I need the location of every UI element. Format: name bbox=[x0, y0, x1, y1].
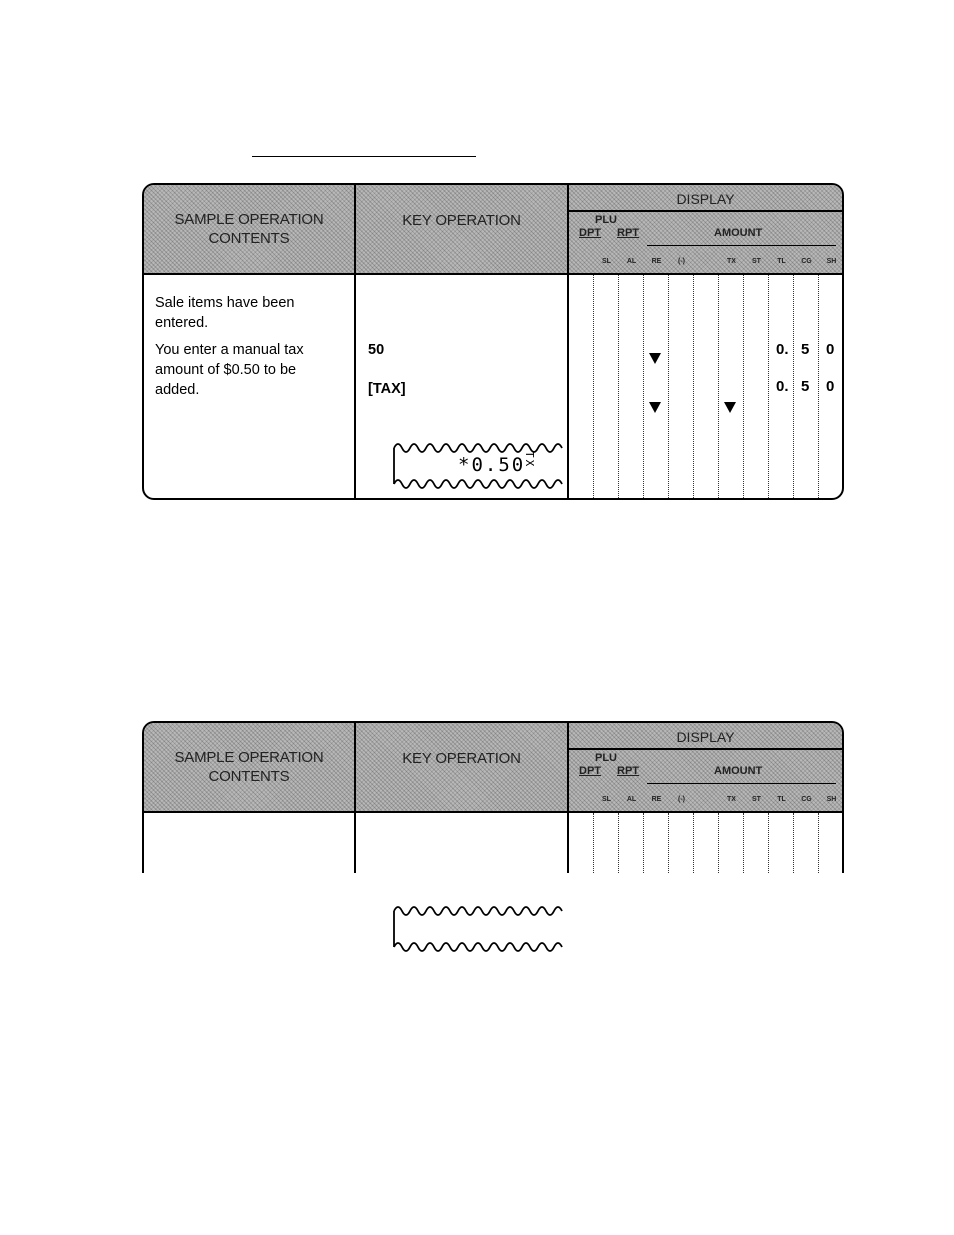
display-column-line bbox=[668, 275, 669, 500]
contents-line: You enter a manual tax bbox=[155, 342, 304, 358]
amount-rule bbox=[647, 245, 836, 246]
display-column-line bbox=[768, 275, 769, 500]
display-column-line bbox=[793, 275, 794, 500]
code-tl: TL bbox=[777, 258, 786, 265]
code-cg: CG bbox=[801, 258, 812, 265]
code-al: AL bbox=[626, 258, 637, 265]
code-cg: CG bbox=[801, 796, 812, 803]
title-underline bbox=[252, 156, 476, 157]
label-rpt: RPT bbox=[617, 765, 639, 777]
display-column-line bbox=[718, 813, 719, 873]
sample-operation-header bbox=[144, 723, 356, 813]
display-column-line bbox=[593, 275, 594, 500]
code-st: ST bbox=[752, 258, 761, 265]
label-rpt: RPT bbox=[617, 227, 639, 239]
code-minus: (-) bbox=[678, 796, 685, 803]
display-header bbox=[569, 185, 842, 275]
header-contents: CONTENTS bbox=[208, 230, 290, 247]
receipt-tx-mark: TX bbox=[523, 451, 536, 469]
re-indicator-triangle-icon bbox=[649, 353, 661, 364]
code-minus: (-) bbox=[678, 258, 685, 265]
header-contents: CONTENTS bbox=[208, 768, 290, 785]
display-digit: 0 bbox=[826, 378, 835, 395]
code-tx: TX bbox=[727, 258, 736, 265]
code-sh: SH bbox=[826, 258, 837, 265]
key-operation-header bbox=[356, 185, 569, 275]
display-column-line bbox=[743, 813, 744, 873]
column-divider bbox=[354, 275, 356, 500]
contents-line: amount of $0.50 to be bbox=[155, 362, 297, 378]
header-sample-operation: SAMPLE OPERATION bbox=[174, 749, 324, 766]
code-re: RE bbox=[651, 796, 662, 803]
code-re: RE bbox=[651, 258, 662, 265]
display-column-line bbox=[718, 275, 719, 500]
code-st: ST bbox=[752, 796, 761, 803]
re-indicator-triangle-icon bbox=[649, 402, 661, 413]
contents-line: Sale items have been bbox=[155, 295, 295, 311]
receipt-amount: *0.50 bbox=[458, 454, 526, 476]
header-display: DISPLAY bbox=[569, 723, 842, 750]
display-column-line bbox=[743, 275, 744, 500]
display-column-line bbox=[793, 813, 794, 873]
display-codes bbox=[569, 790, 842, 811]
display-codes bbox=[569, 252, 842, 273]
code-tl: TL bbox=[777, 796, 786, 803]
contents-line: entered. bbox=[155, 315, 209, 331]
display-column-line bbox=[693, 813, 694, 873]
display-digit: 0. bbox=[776, 341, 789, 358]
display-digit: 0 bbox=[826, 341, 835, 358]
header-display: DISPLAY bbox=[569, 185, 842, 212]
header-key-operation: KEY OPERATION bbox=[402, 750, 521, 767]
label-dpt: DPT bbox=[579, 765, 601, 777]
key-entry-50: 50 bbox=[368, 342, 385, 358]
label-amount: AMOUNT bbox=[714, 765, 763, 777]
display-digit: 5 bbox=[801, 378, 810, 395]
label-plu: PLU bbox=[595, 752, 617, 764]
column-divider bbox=[354, 813, 356, 873]
display-column-line bbox=[693, 275, 694, 500]
display-header bbox=[569, 723, 842, 813]
blank-operation-table bbox=[142, 721, 844, 873]
code-sl: SL bbox=[602, 796, 611, 803]
key-operation-header bbox=[356, 723, 569, 813]
display-column-line bbox=[593, 813, 594, 873]
display-digit: 0. bbox=[776, 378, 789, 395]
label-amount: AMOUNT bbox=[714, 227, 763, 239]
display-column-line bbox=[818, 813, 819, 873]
sample-operation-table bbox=[142, 183, 844, 500]
header-sample-operation: SAMPLE OPERATION bbox=[174, 211, 324, 228]
label-dpt: DPT bbox=[579, 227, 601, 239]
column-divider bbox=[567, 813, 569, 873]
receipt-slip bbox=[392, 438, 568, 494]
display-column-line bbox=[618, 275, 619, 500]
display-column-line bbox=[668, 813, 669, 873]
contents-line: added. bbox=[155, 382, 200, 398]
header-key-operation: KEY OPERATION bbox=[402, 212, 521, 229]
code-sh: SH bbox=[826, 796, 837, 803]
display-column-line bbox=[768, 813, 769, 873]
label-plu: PLU bbox=[595, 214, 617, 226]
display-column-line bbox=[818, 275, 819, 500]
display-labels bbox=[569, 750, 842, 790]
sample-operation-header bbox=[144, 185, 356, 275]
display-column-line bbox=[618, 813, 619, 873]
receipt-outline-icon bbox=[392, 901, 568, 957]
display-labels bbox=[569, 212, 842, 252]
code-sl: SL bbox=[602, 258, 611, 265]
display-column-line bbox=[643, 275, 644, 500]
code-al: AL bbox=[626, 796, 637, 803]
tx-indicator-triangle-icon bbox=[724, 402, 736, 413]
display-column-line bbox=[643, 813, 644, 873]
blank-receipt-slip bbox=[392, 901, 568, 957]
display-digit: 5 bbox=[801, 341, 810, 358]
key-entry-tax: [TAX] bbox=[368, 381, 406, 397]
amount-rule bbox=[647, 783, 836, 784]
code-tx: TX bbox=[727, 796, 736, 803]
